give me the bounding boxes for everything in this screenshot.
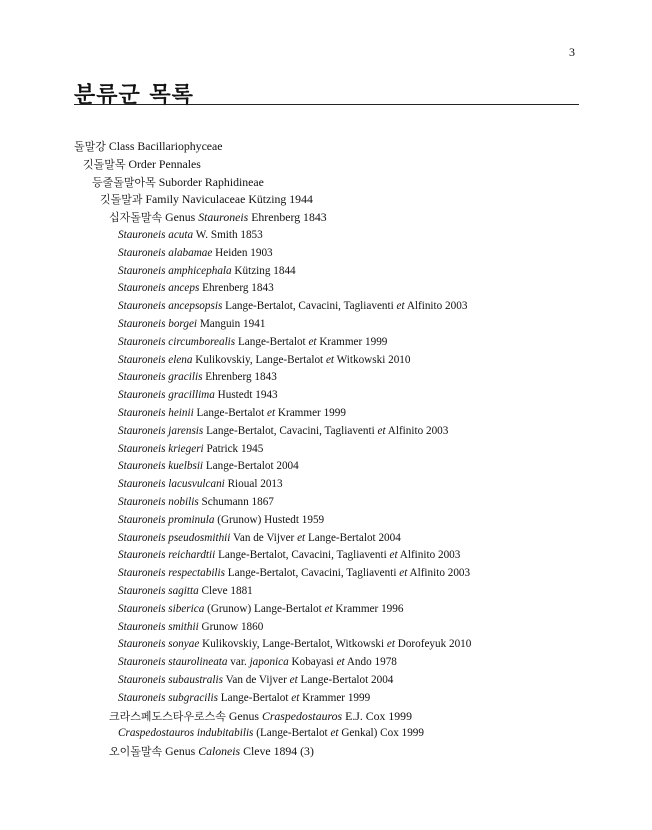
author: Krammer 1999 <box>277 406 346 419</box>
et-connector: et <box>324 602 333 615</box>
taxon-line <box>0 565 652 583</box>
taxon-list <box>0 138 652 761</box>
taxon-line <box>0 191 652 209</box>
species-name: Stauroneis reichardtii <box>118 549 216 562</box>
page-number: 3 <box>569 45 575 59</box>
et-connector: et <box>386 638 395 651</box>
species-name: Stauroneis elena <box>118 353 193 366</box>
author: Alfinito 2003 <box>399 549 461 562</box>
et-connector: et <box>377 424 386 437</box>
author: Lange-Bertalot <box>220 691 289 704</box>
species-name: Stauroneis staurolineata <box>118 656 228 669</box>
author: (Grunow) Hustedt 1959 <box>217 513 325 526</box>
korean-name: 십자돌말속 <box>109 211 163 225</box>
author: Heiden 1903 <box>215 246 273 259</box>
author: Rioual 2013 <box>227 478 283 491</box>
et-connector: et <box>399 567 408 580</box>
species-name: Stauroneis subaustralis <box>118 673 223 686</box>
author: Van de Vijver <box>225 673 287 686</box>
author: Lange-Bertalot <box>196 406 265 419</box>
taxon-line <box>0 138 652 156</box>
author: Witkowski 2010 <box>336 353 411 366</box>
species-name: Stauroneis gracilis <box>118 371 203 384</box>
et-connector: et <box>297 531 306 544</box>
taxon-line <box>0 672 652 690</box>
author: Krammer 1999 <box>319 335 388 348</box>
et-connector: et <box>389 549 398 562</box>
rank-label: Class Bacillariophyceae <box>108 139 223 153</box>
species-name: Stauroneis lacusvulcani <box>118 478 225 491</box>
species-name: Stauroneis pseudosmithii <box>118 531 231 544</box>
taxon-line <box>0 405 652 423</box>
rank-label: Suborder Raphidineae <box>158 174 264 189</box>
et-connector: et <box>289 673 298 686</box>
taxon-line <box>0 547 652 565</box>
taxon-line <box>0 512 652 530</box>
taxon-line <box>0 601 652 619</box>
et-connector: et <box>336 656 345 669</box>
species-name: Stauroneis respectabilis <box>118 567 225 580</box>
rank-label: Order Pennales <box>128 156 201 171</box>
korean-name: 돌말강 <box>74 140 106 153</box>
author: Ando 1978 <box>346 656 397 669</box>
korean-name: 깃돌말과 <box>100 193 143 207</box>
species-name: Stauroneis kriegeri <box>118 442 204 455</box>
et-connector: et <box>267 406 276 419</box>
species-name: Stauroneis alabamae <box>118 246 213 259</box>
author: W. Smith 1853 <box>195 228 263 241</box>
author: Lange-Bertalot, Cavacini, Tagliaventi <box>227 567 397 580</box>
author: (Grunow) Lange-Bertalot <box>207 602 322 615</box>
genus-name: Caloneis <box>198 744 241 759</box>
author: Cleve 1881 <box>201 584 253 597</box>
species-name: Stauroneis sagitta <box>118 584 199 597</box>
taxon-line <box>0 316 652 334</box>
taxon-line <box>0 423 652 441</box>
author: Cleve 1894 (3) <box>243 744 314 759</box>
korean-name: 크라스페도스타우로스속 <box>109 709 226 723</box>
species-name: Stauroneis nobilis <box>118 495 199 508</box>
species-name: Stauroneis jarensis <box>118 424 204 437</box>
species-name: Craspedostauros indubitabilis <box>118 727 254 740</box>
author: Kützing 1844 <box>234 264 296 277</box>
author: Ehrenberg 1843 <box>202 282 274 295</box>
taxon-line <box>0 725 652 743</box>
author: Lange-Bertalot <box>237 335 306 348</box>
species-name: Stauroneis amphicephala <box>118 264 232 277</box>
author: (Lange-Bertalot <box>256 727 328 740</box>
author: Alfinito 2003 <box>387 424 449 437</box>
author: Van de Vijver <box>233 531 295 544</box>
genus-name: Stauroneis <box>198 210 249 225</box>
author: Dorofeyuk 2010 <box>397 638 472 651</box>
species-name: Stauroneis smithii <box>118 620 199 633</box>
taxon-line <box>0 245 652 263</box>
taxon-line <box>0 583 652 601</box>
author: Schumann 1867 <box>201 495 274 508</box>
species-name: Stauroneis kuelbsii <box>118 460 204 473</box>
species-name: Stauroneis borgei <box>118 317 198 330</box>
taxon-line <box>0 298 652 316</box>
species-name: Stauroneis ancepsopsis <box>118 300 223 313</box>
species-name: Stauroneis sonyae <box>118 638 200 651</box>
species-name: Stauroneis prominula <box>118 513 215 526</box>
taxon-line <box>0 690 652 708</box>
korean-name: 오이돌말속 <box>109 745 163 759</box>
taxon-line <box>0 458 652 476</box>
author: Patrick 1945 <box>206 442 264 455</box>
title-rule <box>74 104 579 105</box>
author: var. <box>230 656 247 669</box>
taxon-line <box>0 174 652 192</box>
et-connector: et <box>308 335 317 348</box>
korean-name: 등줄돌말아목 <box>92 175 156 189</box>
taxon-line <box>0 654 652 672</box>
author: Ehrenberg 1843 <box>205 371 277 384</box>
species-name: Stauroneis acuta <box>118 228 194 241</box>
author: Lange-Bertalot 2004 <box>300 673 394 686</box>
taxon-line <box>0 743 652 761</box>
species-name: Stauroneis siberica <box>118 602 205 615</box>
taxon-line <box>0 494 652 512</box>
taxon-line <box>0 334 652 352</box>
taxon-line <box>0 280 652 298</box>
rank-label: Family Naviculaceae Kützing 1944 <box>145 192 313 207</box>
taxon-line <box>0 352 652 370</box>
author: Kulikovskiy, Lange-Bertalot <box>195 353 324 366</box>
author: Lange-Bertalot, Cavacini, Tagliaventi <box>206 424 375 437</box>
author: Manguin 1941 <box>199 317 266 330</box>
taxon-line <box>0 209 652 227</box>
author: Genkal) Cox 1999 <box>341 727 424 740</box>
taxon-line <box>0 227 652 245</box>
species-name: Stauroneis heinii <box>118 406 194 419</box>
author: Krammer 1996 <box>335 602 404 615</box>
species-name: Stauroneis subgracilis <box>118 691 218 704</box>
et-connector: et <box>325 353 335 366</box>
author: Krammer 1999 <box>302 691 371 704</box>
author: Lange-Bertalot, Cavacini, Tagliaventi <box>218 549 387 562</box>
species-name: Stauroneis circumborealis <box>118 335 236 348</box>
et-connector: et <box>330 727 339 740</box>
taxon-line <box>0 530 652 548</box>
korean-name: 깃돌말목 <box>83 157 126 171</box>
species-name: Stauroneis anceps <box>118 282 200 295</box>
author: Lange-Bertalot 2004 <box>205 460 299 473</box>
et-connector: et <box>396 300 405 313</box>
author: Lange-Bertalot 2004 <box>307 531 401 544</box>
taxon-line <box>0 387 652 405</box>
author: Alfinito 2003 <box>409 567 471 580</box>
author: E.J. Cox 1999 <box>345 708 412 723</box>
author: Kulikovskiy, Lange-Bertalot, Witkowski <box>202 638 385 651</box>
et-connector: et <box>291 691 300 704</box>
taxon-line <box>0 156 652 174</box>
author: Hustedt 1943 <box>217 389 278 402</box>
species-name: Stauroneis gracillima <box>118 389 215 402</box>
author: Alfinito 2003 <box>406 300 468 313</box>
taxon-line <box>0 476 652 494</box>
taxon-line <box>0 619 652 637</box>
author: Ehrenberg 1843 <box>251 210 327 225</box>
genus-name: Craspedostauros <box>261 708 343 723</box>
page-title: 분류군 목록 <box>74 83 194 108</box>
rank-label: Genus <box>165 744 196 759</box>
taxon-line <box>0 441 652 459</box>
author: Kobayasi <box>291 656 334 669</box>
rank-label: Genus <box>165 210 196 225</box>
rank-label: Genus <box>228 708 259 723</box>
author: Grunow 1860 <box>201 620 264 633</box>
taxon-line <box>0 369 652 387</box>
author: Lange-Bertalot, Cavacini, Tagliaventi <box>225 300 394 313</box>
taxon-line <box>0 708 652 726</box>
variety-name: japonica <box>249 656 289 669</box>
taxon-line <box>0 263 652 281</box>
taxon-line <box>0 636 652 654</box>
